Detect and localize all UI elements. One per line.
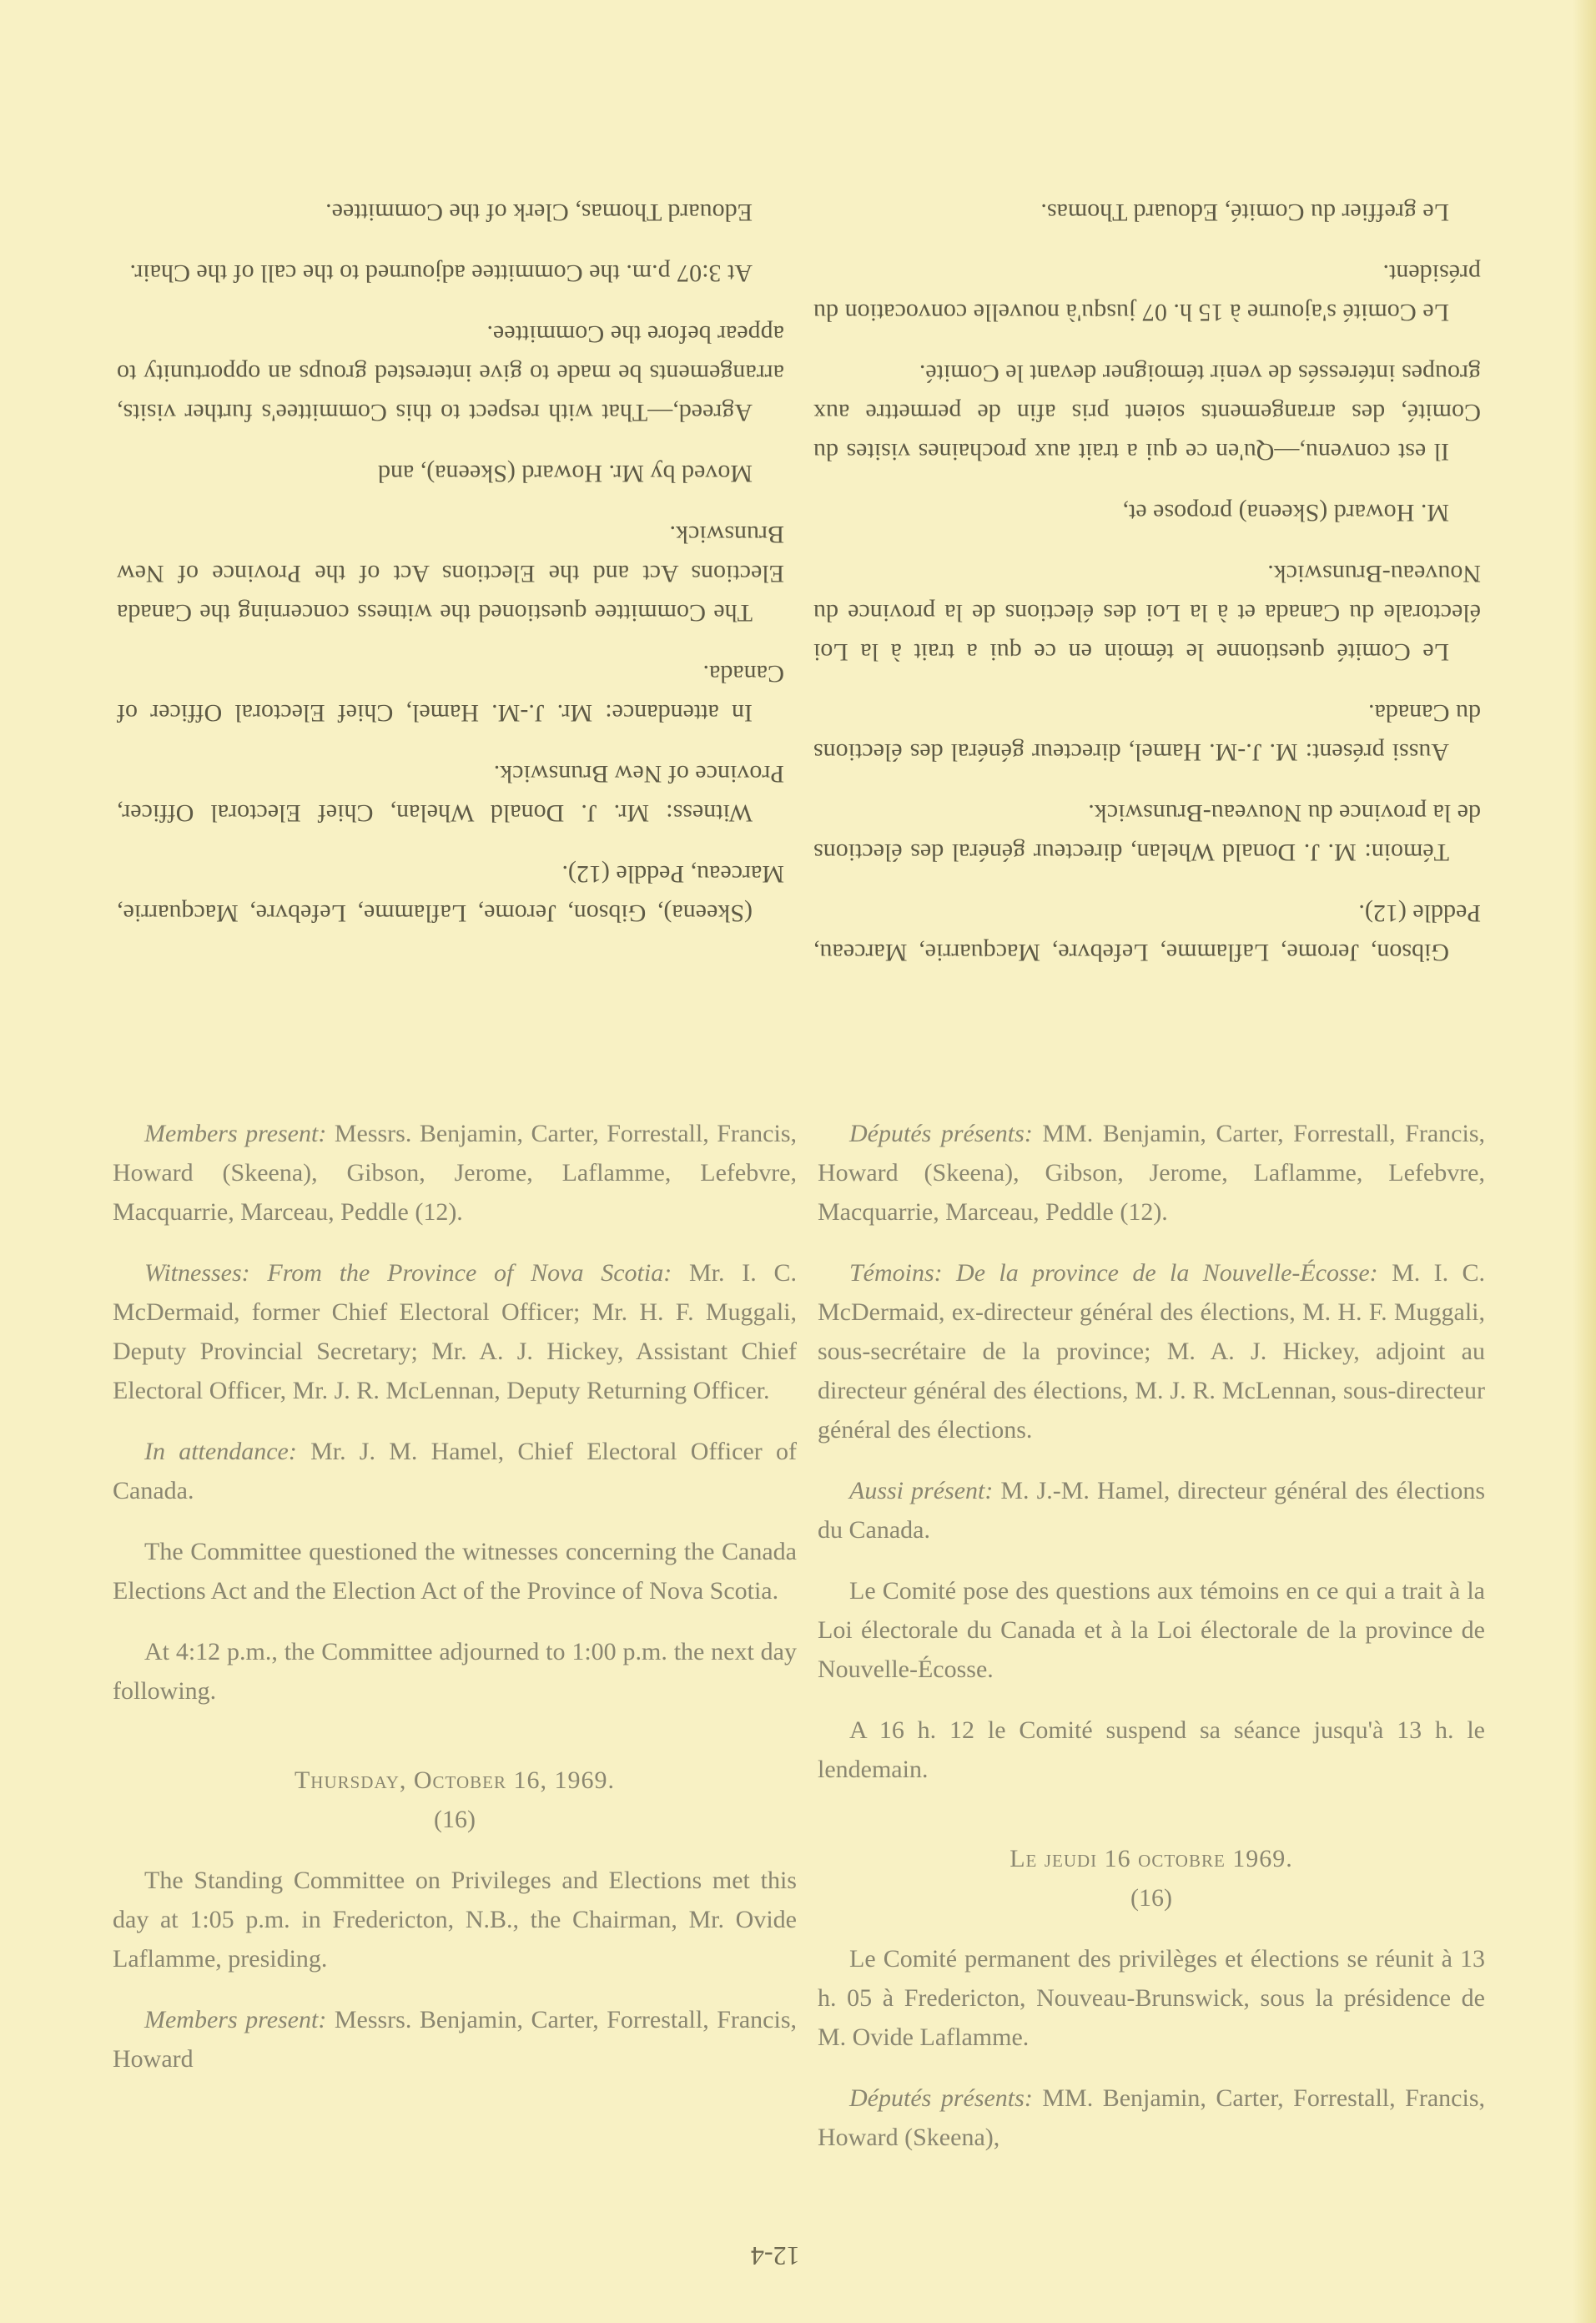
members-present-label: Members present:	[144, 1120, 335, 1147]
ghost-paragraph: (Skeena), Gibson, Jerome, Laflamme, Lefebvre, Macquarrie, Marceau, Peddle (12).	[117, 860, 784, 927]
deputes-presents-label: Députés présents:	[849, 1120, 1043, 1147]
ghost-paragraph: At 3:07 p.m. the Committee adjourned to the call of the Chair.	[129, 260, 753, 287]
witnesses-text: Mr. I. C. McDermaid, former Chief Electoral Officer; Mr. H. F. Muggali, Deputy Provincial Secretary; Mr. A. J. Hickey, Assistant Chief Electoral Officer, Mr. J. R. McLennan, Deputy Returning Officer.	[113, 1259, 797, 1404]
temoins-label: Témoins: De la province de la Nouvelle-Écosse:	[849, 1259, 1392, 1287]
ghost-paragraph: Le Comité questionne le témoin en ce qui a trait à la Loi électorale du Canada et à la Loi des élections de la province du Nouveau-Brunswick.	[813, 560, 1481, 666]
ghost-paragraph: In attendance: Mr. J.-M. Hamel, Chief Electoral Officer of Canada.	[117, 660, 784, 727]
ghost-paragraph: Témoin: M. J. Donald Whelan, directeur général des élections de la province du Nouveau-Brunswick.	[813, 799, 1481, 866]
deputes-presents-label: Députés présents:	[849, 2084, 1043, 2112]
english-column	[113, 1114, 797, 2100]
temoins-paragraph	[818, 1253, 1485, 1449]
deputes-presents-text: MM. Benjamin, Carter, Forrestall, Francis, Howard (Skeena),	[818, 2084, 1485, 2151]
ghost-paragraph: Aussi présent: M. J.-M. Hamel, directeur général des élections du Canada.	[813, 699, 1481, 766]
seance-opening-paragraph: Le Comité permanent des privilèges et élections se réunit à 13 h. 05 à Fredericton, Nouveau-Brunswick, sous la présidence de M. Ovide Laflamme.	[818, 1945, 1485, 2051]
deputes-presents-text: MM. Benjamin, Carter, Forrestall, Francis, Howard (Skeena), Gibson, Jerome, Laflamme, Lefebvre, Macquarrie, Marceau, Peddle (12).	[818, 1120, 1485, 1226]
proceedings-paragraph: The Committee questioned the witnesses concerning the Canada Elections Act and the Election Act of the Province of Nova Scotia.	[113, 1538, 797, 1605]
ghost-paragraph: Agreed,—That with respect to this Committee's further visits, arrangements be made to give interested groups an opportunity to appear before the Committee.	[117, 320, 784, 426]
aussi-present-label: Aussi présent:	[849, 1477, 1001, 1504]
bleed-through-left-column	[813, 171, 1481, 972]
meeting-number: (16)	[434, 1806, 476, 1833]
ghost-paragraph: M. Howard (Skeena) propose et,	[1122, 499, 1449, 527]
temoins-text: M. I. C. McDermaid, ex-directeur général des élections, M. H. F. Muggali, sous-secrétaire de la province; M. A. J. Hickey, adjoint au directeur général des élections, M. J. R. McLennan, sous-directeur général des élections.	[818, 1259, 1485, 1444]
bleed-through-right-column	[117, 171, 784, 933]
members-present-paragraph-2	[113, 2000, 797, 2079]
page-edge-shadow	[1573, 0, 1596, 2323]
meeting-opening-paragraph: The Standing Committee on Privileges and Elections met this day at 1:05 p.m. in Fredericton, N.B., the Chairman, Mr. Ovide Laflamme, presiding.	[113, 1867, 797, 1973]
aussi-present-text: M. J.-M. Hamel, directeur général des élections du Canada.	[818, 1477, 1485, 1544]
ghost-paragraph: Il est convenu,—Qu'en ce qui a trait aux prochaines visites du Comité, des arrangements soient pris afin de permettre aux groupes intéressés de venir témoigner devant le Comité.	[813, 360, 1481, 466]
attendance-label: In attendance:	[144, 1438, 311, 1465]
meeting-heading	[113, 1761, 797, 1839]
page-number: 12-4	[751, 2241, 800, 2271]
french-column	[818, 1114, 1485, 2179]
aussi-present-paragraph	[818, 1471, 1485, 1550]
seance-date: Le jeudi 16 octobre 1969.	[1009, 1845, 1293, 1872]
witnesses-paragraph	[113, 1253, 797, 1410]
suspension-paragraph: A 16 h. 12 le Comité suspend sa séance jusqu'à 13 h. le lendemain.	[818, 1716, 1485, 1783]
members-present-label: Members present:	[144, 2006, 335, 2033]
ghost-paragraph: Le greffier du Comité, Edouard Thomas.	[1040, 199, 1449, 226]
seance-number: (16)	[1130, 1884, 1172, 1912]
meeting-date: Thursday, October 16, 1969.	[294, 1766, 616, 1794]
seance-heading	[818, 1839, 1485, 1917]
witnesses-label: Witnesses: From the Province of Nova Scotia:	[144, 1259, 689, 1287]
deliberations-paragraph: Le Comité pose des questions aux témoins en ce qui a trait à la Loi électorale du Canada et à la Loi électorale de la province de Nouvelle-Écosse.	[818, 1577, 1485, 1683]
members-present-paragraph	[113, 1114, 797, 1232]
members-present-text: Messrs. Benjamin, Carter, Forrestall, Francis, Howard	[113, 2006, 798, 2073]
ghost-paragraph: Moved by Mr. Howard (Skeena), and	[377, 460, 753, 487]
deputes-presents-paragraph-2	[818, 2079, 1485, 2157]
members-present-text: Messrs. Benjamin, Carter, Forrestall, Francis, Howard (Skeena), Gibson, Jerome, Laflamme, Lefebvre, Macquarrie, Marceau, Peddle (12).	[113, 1120, 798, 1226]
ghost-paragraph: Edouard Thomas, Clerk of the Committee.	[325, 199, 753, 226]
deputes-presents-paragraph	[818, 1114, 1485, 1232]
adjournment-paragraph: At 4:12 p.m., the Committee adjourned to 1:00 p.m. the next day following.	[113, 1638, 797, 1705]
ghost-paragraph: Witness: Mr. J. Donald Whelan, Chief Electoral Officer, Province of New Brunswick.	[117, 760, 784, 827]
ghost-paragraph: Gibson, Jerome, Laflamme, Lefebvre, Macquarrie, Marceau, Peddle (12).	[813, 899, 1481, 966]
ghost-paragraph: The Committee questioned the witness concerning the Canada Elections Act and the Elections Act of the Province of New Brunswick.	[117, 521, 784, 627]
attendance-paragraph	[113, 1432, 797, 1510]
ghost-paragraph: Le Comité s'ajourne à 15 h. 07 jusqu'à nouvelle convocation du président.	[813, 260, 1481, 326]
attendance-text: Mr. J. M. Hamel, Chief Electoral Officer of Canada.	[113, 1438, 797, 1504]
